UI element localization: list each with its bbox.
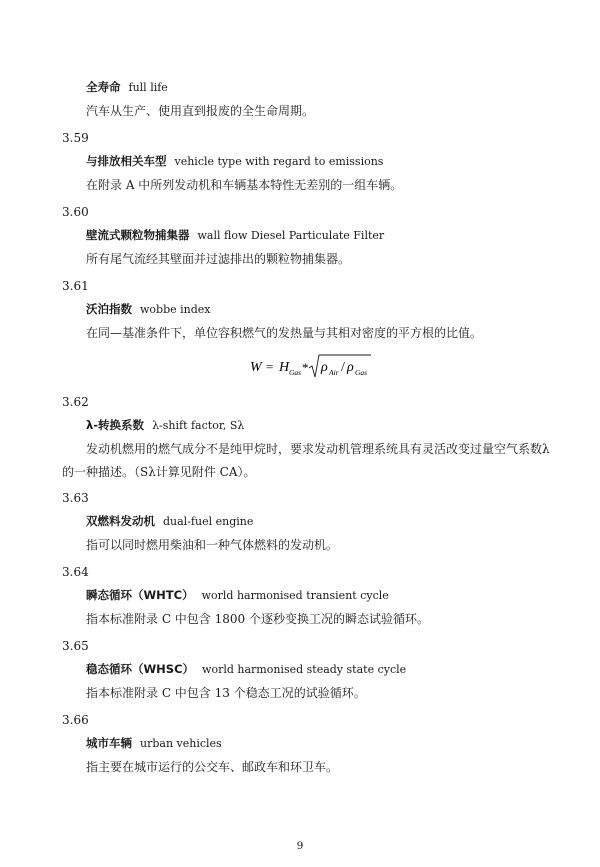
formula-lhs: W	[250, 360, 262, 375]
definition-3-65: 指本标准附录 C 中包含 13 个稳态工况的试验循环。	[86, 686, 366, 700]
section-number-3-59: 3.59	[62, 131, 89, 145]
section-number-3-60: 3.60	[62, 205, 89, 219]
definition-3-59: 在附录 A 中所列发动机和车辆基本特性无差别的一组车辆。	[86, 178, 403, 192]
definition-3-62: 发动机燃用的燃气成分不是纯甲烷时，要求发动机管理系统具有灵活改变过量空气系数λ的一种描述。（Sλ计算见附件 CA）。	[62, 442, 550, 479]
definition-3-63: 指可以同时燃用柴油和一种气体燃料的发动机。	[86, 538, 339, 552]
formula-rho1-sub: Air	[329, 368, 339, 377]
formula-h-sub: Gas	[289, 368, 302, 377]
term-3-64	[86, 587, 389, 603]
section-number-3-66: 3.66	[62, 713, 89, 727]
term-zh: 与排放相关车型	[86, 154, 167, 168]
term-3-65	[86, 661, 406, 677]
page-number: 9	[296, 840, 304, 852]
term-zh: 沃泊指数	[86, 302, 132, 316]
section-number-3-64: 3.64	[62, 565, 89, 579]
term-zh: 瞬态循环（WHTC）	[86, 588, 194, 602]
definition-3-61: 在同—基准条件下，单位容积燃气的发热量与其相对密度的平方根的比值。	[86, 326, 483, 340]
term-zh: 全寿命	[86, 80, 121, 94]
term-en: wall flow Diesel Particulate Filter	[197, 229, 385, 242]
formula-equals: =	[266, 359, 274, 374]
term-en: urban vehicles	[140, 737, 222, 750]
term-3-60	[86, 227, 384, 243]
term-3-59	[86, 153, 383, 169]
formula-slash: /	[341, 360, 345, 375]
definition-3-60: 所有尾气流经其壁面并过滤排出的颗粒物捕集器。	[86, 252, 351, 266]
definition-3-66: 指主要在城市运行的公交车、邮政车和环卫车。	[86, 760, 339, 774]
term-zh: 壁流式颗粒物捕集器	[86, 228, 190, 242]
term-en: vehicle type with regard to emissions	[174, 155, 384, 168]
term-en: dual-fuel engine	[163, 515, 254, 528]
definition-3-58: 汽车从生产、使用直到报废的全生命周期。	[86, 104, 315, 118]
formula-rho2-sub: Gas	[355, 368, 368, 377]
term-en: wobbe index	[140, 303, 211, 316]
section-number-3-62: 3.62	[62, 395, 89, 409]
term-zh: 城市车辆	[86, 736, 132, 750]
term-3-58	[86, 79, 168, 95]
section-number-3-65: 3.65	[62, 639, 89, 653]
term-3-66	[86, 735, 222, 751]
term-3-63	[86, 513, 253, 529]
formula-rho-1: ρ	[321, 360, 328, 375]
formula-times: *	[302, 360, 309, 375]
definition-3-64: 指本标准附录 C 中包含 1800 个逐秒变换工况的瞬态试验循环。	[86, 612, 429, 626]
section-number-3-61: 3.61	[62, 279, 89, 293]
formula-h: H	[279, 360, 290, 375]
term-en: world harmonised steady state cycle	[202, 663, 407, 676]
term-en: λ-shift factor, Sλ	[152, 419, 245, 432]
section-number-3-63: 3.63	[62, 491, 89, 505]
term-3-61	[86, 301, 211, 317]
term-zh: 双燃料发动机	[86, 514, 155, 528]
wobbe-formula	[250, 352, 372, 382]
term-zh: 稳态循环（WHSC）	[86, 662, 195, 676]
formula-rho-2: ρ	[347, 360, 354, 375]
term-3-62	[86, 417, 244, 433]
term-zh: λ-转换系数	[86, 418, 145, 432]
term-en: world harmonised transient cycle	[201, 589, 389, 602]
term-en: full life	[128, 81, 168, 94]
